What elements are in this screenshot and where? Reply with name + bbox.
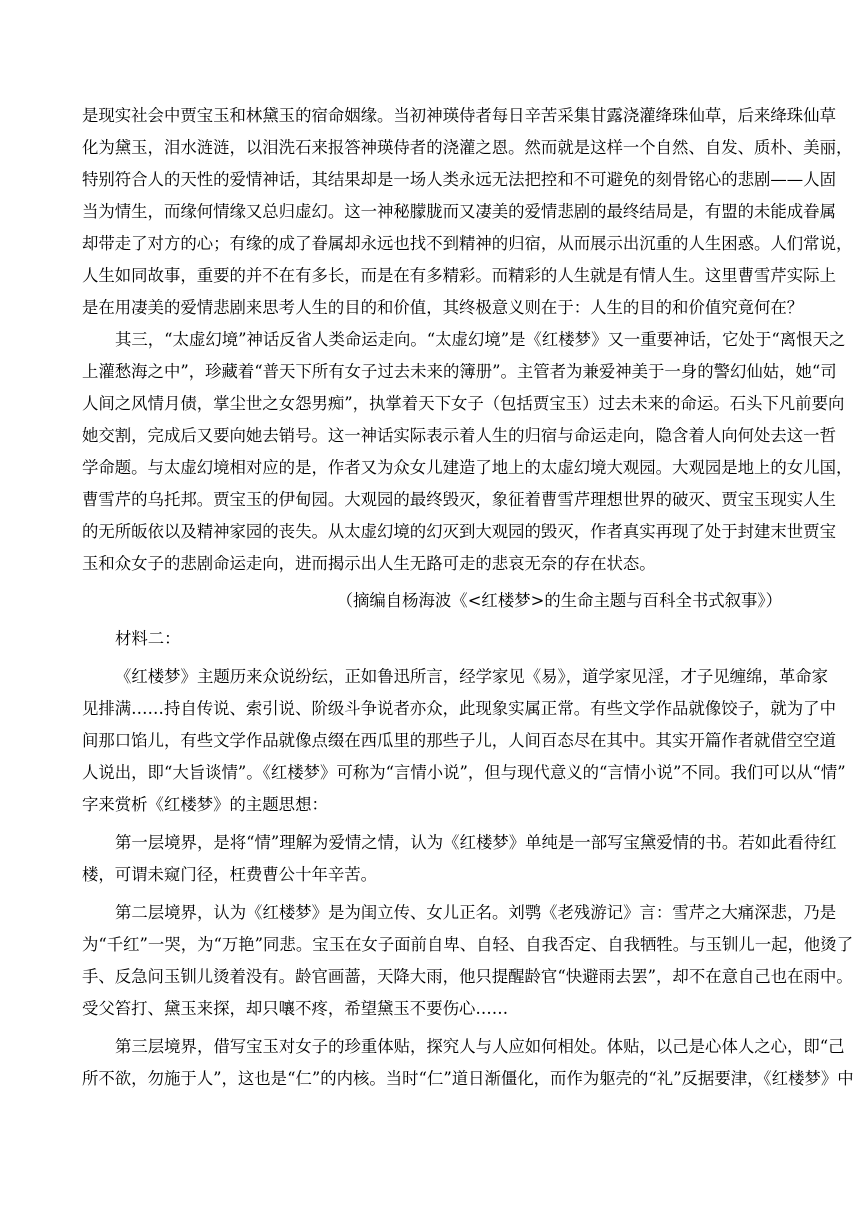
text-line: 《红楼梦》主题历来众说纷纭，正如鲁迅所言，经学家见《易》，道学家见淫，才子见缠绵，革命家 [115,667,828,686]
text-line: 为“千红”一哭，为“万艳”同悲。宝玉在女子面前自卑、自轻、自我否定、自我牺牲。与玉钏儿一起，他烫了 [82,935,854,954]
text-line: 人生如同故事，重要的并不在有多长，而是在有多精彩。而精彩的人生就是有情人生。这里曹雪芹实际上 [82,266,836,285]
text-line: 她交割，完成后又要向她去销号。这一神话实际表示着人生的归宿与命运走向，隐含着人向何处去这一哲 [82,426,836,445]
text-line: 楼，可谓未窥门径，枉费曹公十年辛苦。 [82,865,378,884]
text-line: 人间之风情月债，掌尘世之女怨男痴”，执掌着天下女子（包括贾宝玉）过去未来的命运。石头下凡前要向 [82,394,845,413]
text-line: 却带走了对方的心；有缘的成了眷属却永远也找不到精神的归宿，从而展示出沉重的人生困惑。人们常说， [82,234,853,253]
text-line: 是在用凄美的爱情悲剧来思考人生的目的和价值，其终极意义则在于：人生的目的和价值究竟何在？ [82,298,804,317]
text-line: 手、反急问玉钏儿烫着没有。龄官画蔷，天降大雨，他只提醒龄官“快避雨去罢”，却不在意自己也在雨中。 [82,967,853,986]
text-line: 化为黛玉，泪水涟涟，以泪洗石来报答神瑛侍者的浇灌之恩。然而就是这样一个自然、自发、质朴、美丽， [82,138,853,157]
text-line: 第三层境界，借写宝玉对女子的珍重体贴，探究人与人应如何相处。体贴，以己是心体人之心，即“己 [115,1037,845,1056]
text-line: 当为情生，而缘何情缘又总归虚幻。这一神秘朦胧而又凄美的爱情悲剧的最终结局是，有盟的未能成眷属 [82,202,836,221]
text-line: 的无所皈依以及精神家园的丧失。从太虚幻境的幻灭到大观园的毁灭，作者真实再现了处于封建末世贾宝 [82,522,836,541]
paragraph-1 [82,100,853,324]
source-citation: （摘编自杨海波《<红楼梦>的生命主题与百科全书式叙事》） [336,591,782,610]
text-line: 受父笞打、黛玉来探，却只嚷不疼，希望黛玉不要伤心…… [82,999,509,1018]
text-line: 玉和众女子的悲剧命运走向，进而揭示出人生无路可走的悲哀无奈的存在状态。 [82,554,656,573]
text-line: 学命题。与太虚幻境相对应的是，作者又为众女儿建造了地上的太虚幻境大观园。大观园是地上的女儿国， [82,458,853,477]
text-line: 人说出，即“大旨谈情”。《红楼梦》可称为“言情小说”，但与现代意义的“言情小说”不同。我们可以从“情” [82,763,846,782]
text-line: 见排满……持自传说、索引说、阶级斗争说者亦众，此现象实属正常。有些文学作品就像饺子，就为了中 [82,699,836,718]
text-line: 所不欲，勿施于人”，这也是“仁”的内核。当时“仁”道日渐僵化，而作为躯壳的“礼”反据要津，《红楼梦》中 [82,1069,854,1088]
paragraph-6 [82,1031,854,1095]
text-line: 是现实社会中贾宝玉和林黛玉的宿命姻缘。当初神瑛侍者每日辛苦采集甘露浇灌绛珠仙草，后来绛珠仙草 [82,106,836,125]
text-line: 字来赏析《红楼梦》的主题思想： [82,795,328,814]
text-line: 其三，“太虚幻境”神话反省人类命运走向。“太虚幻境”是《红楼梦》又一重要神话，它处于“离恨天之 [115,330,846,349]
section-heading-material-2: 材料二： [115,629,181,648]
paragraph-3 [82,661,846,821]
text-line: 第二层境界，认为《红楼梦》是为闺立传、女儿正名。刘鹗《老残游记》言：雪芹之大痛深悲，乃是 [115,903,837,922]
text-line: 上灌愁海之中”，珍藏着“普天下所有女子过去未来的簿册”。主管者为兼爱神美于一身的警幻仙姑，她“司 [82,362,837,381]
text-line: 特别符合人的天性的爱情神话，其结果却是一场人类永远无法把控和不可避免的刻骨铭心的悲剧——人固 [82,170,836,189]
paragraph-5 [82,897,854,1025]
text-line: 第一层境界，是将“情”理解为爱情之情，认为《红楼梦》单纯是一部写宝黛爱情的书。若如此看待红 [115,833,837,852]
paragraph-2 [82,324,853,580]
paragraph-4 [82,827,837,891]
text-line: 曹雪芹的乌托邦。贾宝玉的伊甸园。大观园的最终毁灭，象征着曹雪芹理想世界的破灭、贾宝玉现实人生 [82,490,836,509]
text-line: 间那口馅儿，有些文学作品就像点缀在西瓜里的那些子儿，人间百态尽在其中。其实开篇作者就借空空道 [82,731,836,750]
